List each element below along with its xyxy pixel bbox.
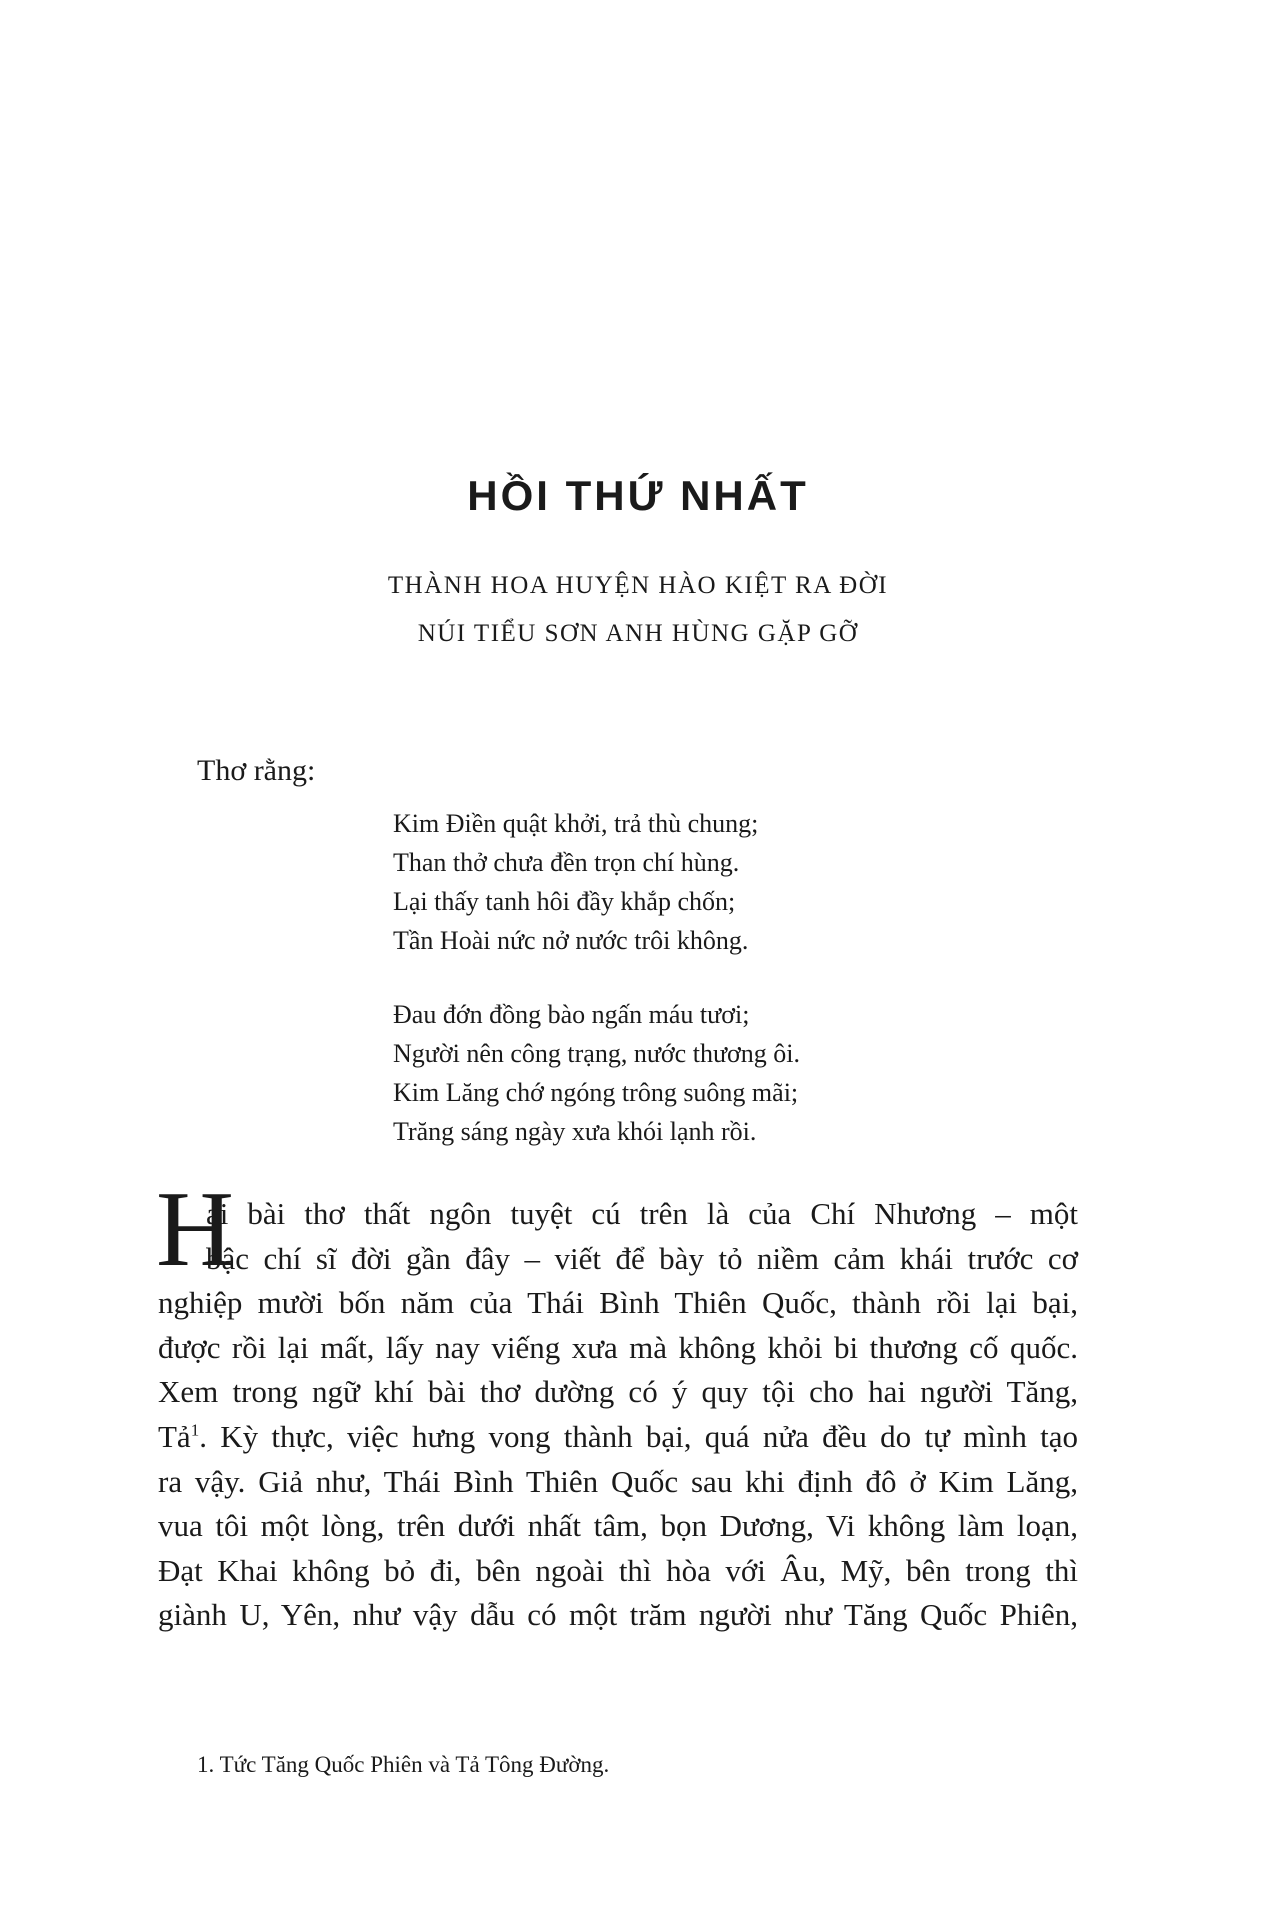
footnote-reference[interactable]: 1 (190, 1420, 200, 1440)
chapter-subtitle-line-1: THÀNH HOA HUYỆN HÀO KIỆT RA ĐỜI (387, 572, 889, 599)
body-line (158, 1415, 1078, 1460)
poem-line: Kim Lăng chớ ngóng trông suông mãi; (393, 1078, 799, 1107)
poem-line: Trăng sáng ngày xưa khói lạnh rồi. (393, 1117, 757, 1146)
poem-line: Lại thấy tanh hôi đầy khắp chốn; (393, 887, 736, 916)
body-line: giành U, Yên, như vậy dẫu có một trăm người như Tăng Quốc Phiên, (158, 1597, 1078, 1633)
body-line: ai bài thơ thất ngôn tuyệt cú trên là của Chí Nhương – một (206, 1196, 1078, 1231)
drop-cap: H (156, 1170, 234, 1289)
poem-line: Đau đớn đồng bào ngấn máu tươi; (393, 1000, 750, 1029)
footnote: 1. Tức Tăng Quốc Phiên và Tả Tông Đường. (197, 1752, 610, 1777)
body-line-segment: Tả (158, 1418, 191, 1454)
body-line: nghiệp mười bốn năm của Thái Bình Thiên Quốc, thành rồi lại bại, (158, 1285, 1078, 1321)
body-line: Đạt Khai không bỏ đi, bên ngoài thì hòa với Âu, Mỹ, bên trong thì (158, 1552, 1078, 1588)
chapter-title: HỒI THỨ NHẤT (467, 472, 809, 519)
poem-stanza-2 (393, 995, 800, 1151)
poem-line: Tần Hoài nức nở nước trôi không. (393, 926, 749, 955)
body-line-segment: . Kỳ thực, việc hưng vong thành bại, quá nửa đều do tự mình tạo (199, 1418, 1078, 1454)
chapter-subtitle-line-2: NÚI TIỂU SƠN ANH HÙNG GẶP GỠ (417, 620, 859, 647)
body-line: được rồi lại mất, lấy nay viếng xưa mà không khỏi bi thương cố quốc. (158, 1329, 1078, 1365)
poem-line: Than thở chưa đền trọn chí hùng. (393, 848, 740, 877)
poem-stanza-1 (393, 804, 758, 960)
poem-intro: Thơ rằng: (197, 754, 316, 787)
body-line: Xem trong ngữ khí bài thơ dường có ý quy tội cho hai người Tăng, (158, 1374, 1078, 1410)
body-paragraph (158, 1192, 1078, 1638)
body-line: bậc chí sĩ đời gần đây – viết để bày tỏ niềm cảm khái trước cơ (206, 1240, 1078, 1276)
body-line: ra vậy. Giả như, Thái Bình Thiên Quốc sau khi định đô ở Kim Lăng, (158, 1463, 1078, 1499)
poem-line: Người nên công trạng, nước thương ôi. (393, 1039, 801, 1068)
body-line: vua tôi một lòng, trên dưới nhất tâm, bọn Dương, Vi không làm loạn, (158, 1508, 1078, 1544)
poem-line: Kim Điền quật khởi, trả thù chung; (393, 809, 759, 838)
